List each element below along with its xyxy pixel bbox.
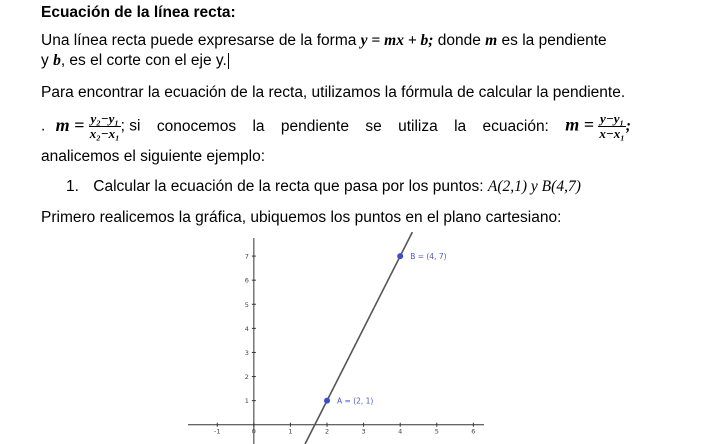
text-fragment: y bbox=[41, 52, 54, 69]
x-tick-label: 5 bbox=[434, 427, 439, 436]
y-tick-label: 6 bbox=[244, 276, 249, 285]
equation-slope-intercept: y = mx + b; bbox=[360, 32, 434, 49]
paragraph-graph-intro: Primero realicemos la gráfica, ubiquemos los puntos en el plano cartesiano: bbox=[41, 209, 562, 226]
point-label-b: B = (4, 7) bbox=[410, 252, 447, 262]
formula-line bbox=[41, 112, 631, 141]
paragraph-line-form bbox=[41, 32, 607, 50]
formula-right bbox=[565, 112, 631, 141]
x-tick-label: 0 bbox=[251, 427, 256, 436]
y-tick-label: 7 bbox=[244, 252, 249, 261]
point-label-a: A = (2, 1) bbox=[337, 396, 374, 406]
page-title: Ecuación de la línea recta: bbox=[41, 4, 236, 21]
slope-fraction bbox=[89, 112, 121, 141]
point-slope-fraction bbox=[598, 112, 625, 141]
text-fragment: , es el corte con el eje y. bbox=[60, 52, 227, 69]
x-tick-label: 3 bbox=[361, 427, 366, 436]
y-tick-label: 4 bbox=[244, 324, 249, 333]
x-tick-label: 2 bbox=[324, 427, 330, 436]
y-tick-label: 2 bbox=[244, 373, 249, 382]
variable-m: m bbox=[485, 32, 498, 49]
paragraph-slope-intro: Para encontrar la ecuación de la recta, utilizamos la fórmula de calcular la pendiente. bbox=[41, 84, 626, 101]
list-text: Calcular la ecuación de la recta que pasa por los puntos: bbox=[93, 178, 488, 195]
slope-symbol: m = bbox=[55, 114, 85, 135]
point-a bbox=[324, 398, 330, 404]
text-fragment: es la pendiente bbox=[497, 32, 607, 49]
text-fragment: pendiente bbox=[280, 117, 349, 135]
text-fragment: la bbox=[252, 117, 265, 135]
fraction-numerator: y−y₁ bbox=[600, 111, 624, 126]
paragraph-example-intro: analicemos el siguiente ejemplo: bbox=[41, 148, 266, 165]
variable-b: b bbox=[53, 52, 61, 69]
text-fragment: Una línea recta puede expresarse de la forma bbox=[41, 32, 361, 49]
y-tick-label: 3 bbox=[244, 348, 249, 357]
y-tick-label: 1 bbox=[244, 397, 249, 406]
text-fragment: . bbox=[41, 117, 46, 135]
text-fragment: la bbox=[454, 117, 467, 135]
fraction-denominator: x−x₁ bbox=[599, 126, 625, 141]
text-fragment: conocemos bbox=[156, 117, 237, 135]
x-tick-label: 6 bbox=[471, 427, 476, 436]
fraction-denominator: x₂−x₁ bbox=[89, 126, 120, 141]
line-through-points bbox=[305, 232, 412, 444]
text-fragment: ecuación: bbox=[482, 117, 549, 135]
x-tick-label: 1 bbox=[288, 427, 293, 436]
formula-left bbox=[41, 112, 140, 141]
x-tick-label: 4 bbox=[398, 427, 403, 436]
point-b bbox=[397, 253, 403, 259]
text-fragment: ; bbox=[625, 117, 631, 135]
points-expression: A(2,1) y B(4,7) bbox=[487, 178, 581, 195]
cartesian-graph bbox=[188, 232, 488, 444]
text-fragment: utiliza bbox=[398, 117, 438, 135]
text-fragment: ; si bbox=[120, 117, 141, 135]
y-tick-label: 5 bbox=[244, 300, 249, 309]
list-number: 1. bbox=[66, 178, 79, 195]
fraction-numerator: y₂−y₁ bbox=[90, 111, 119, 126]
x-tick-label: -1 bbox=[214, 427, 221, 436]
slope-symbol: m = bbox=[565, 114, 594, 135]
text-fragment: donde bbox=[433, 32, 486, 49]
paragraph-line-intercept bbox=[41, 52, 229, 70]
text-cursor bbox=[228, 53, 229, 69]
list-item bbox=[66, 178, 581, 196]
text-fragment: se bbox=[365, 117, 382, 135]
